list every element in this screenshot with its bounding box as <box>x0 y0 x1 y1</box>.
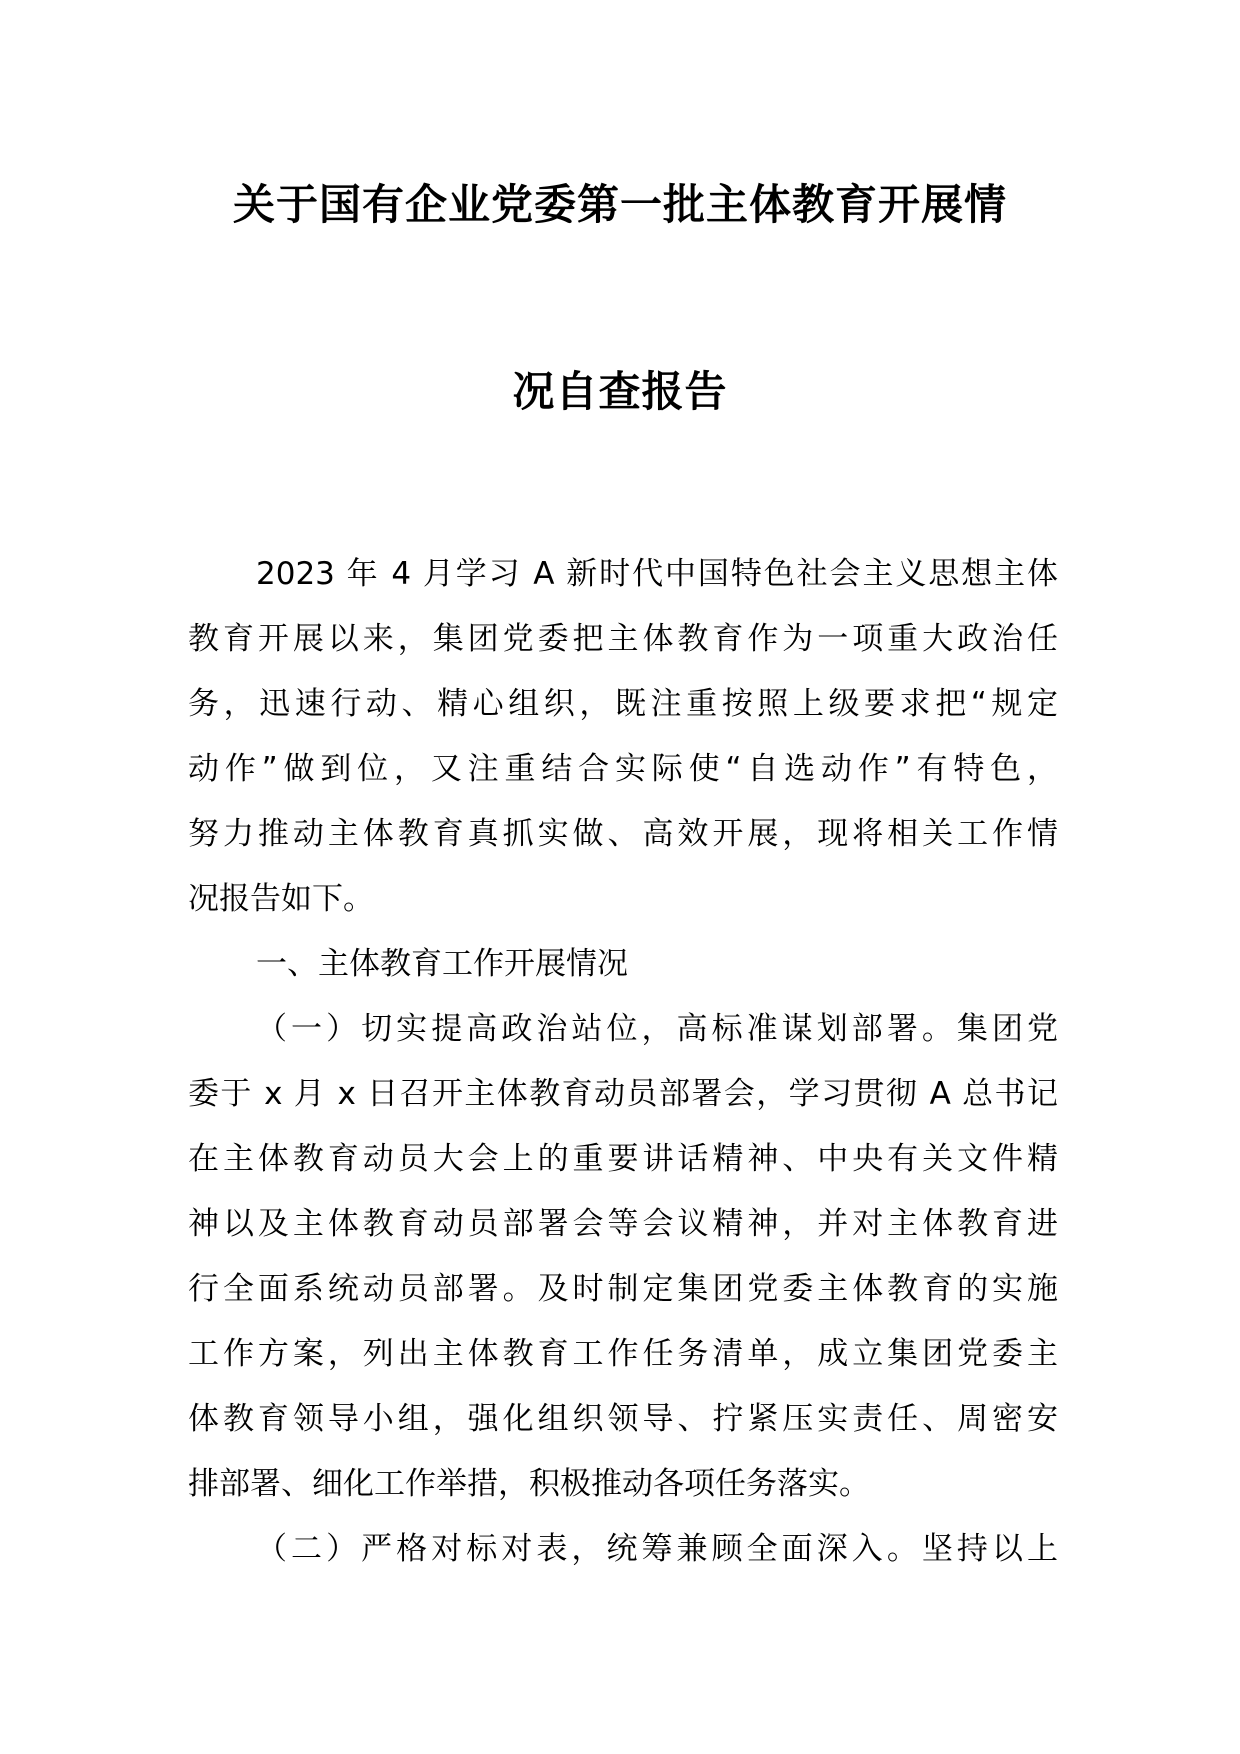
text-line: 委于 x 月 x 日召开主体教育动员部署会，学习贯彻 A 总书记 <box>188 1076 1058 1112</box>
text-line: 在主体教育动员大会上的重要讲话精神、中央有关文件精 <box>188 1141 1058 1177</box>
text-line: 动作”做到位，又注重结合实际使“自选动作”有特色， <box>188 751 1058 787</box>
text-line: （二）严格对标对表，统筹兼顾全面深入。坚持以上 <box>256 1531 1058 1567</box>
paragraph-intro <box>188 542 1058 932</box>
paragraph-section-1-2 <box>188 1517 1058 1582</box>
document-title-line-1: 关于国有企业党委第一批主体教育开展情 <box>232 180 1007 229</box>
document-title-line-2: 况自查报告 <box>512 367 728 416</box>
text-line: 努力推动主体教育真抓实做、高效开展，现将相关工作情 <box>188 816 1058 852</box>
section-heading-1 <box>188 932 1058 997</box>
text-line: 排部署、细化工作举措，积极推动各项任务落实。 <box>188 1466 870 1502</box>
text-line: 体教育领导小组，强化组织领导、拧紧压实责任、周密安 <box>188 1401 1058 1437</box>
text-line: 2023 年 4 月学习 A 新时代中国特色社会主义思想主体 <box>256 556 1058 592</box>
text-line: 务，迅速行动、精心组织，既注重按照上级要求把“规定 <box>188 686 1058 722</box>
text-line: 工作方案，列出主体教育工作任务清单，成立集团党委主 <box>188 1336 1058 1372</box>
text-line: 况报告如下。 <box>188 881 374 917</box>
text-line: 行全面系统动员部署。及时制定集团党委主体教育的实施 <box>188 1271 1058 1307</box>
section-heading-text: 一、主体教育工作开展情况 <box>256 946 628 982</box>
text-line: 教育开展以来，集团党委把主体教育作为一项重大政治任 <box>188 621 1058 657</box>
paragraph-section-1-1 <box>188 997 1058 1517</box>
text-line: 神以及主体教育动员部署会等会议精神，并对主体教育进 <box>188 1206 1058 1242</box>
text-line: （一）切实提高政治站位，高标准谋划部署。集团党 <box>256 1011 1058 1047</box>
